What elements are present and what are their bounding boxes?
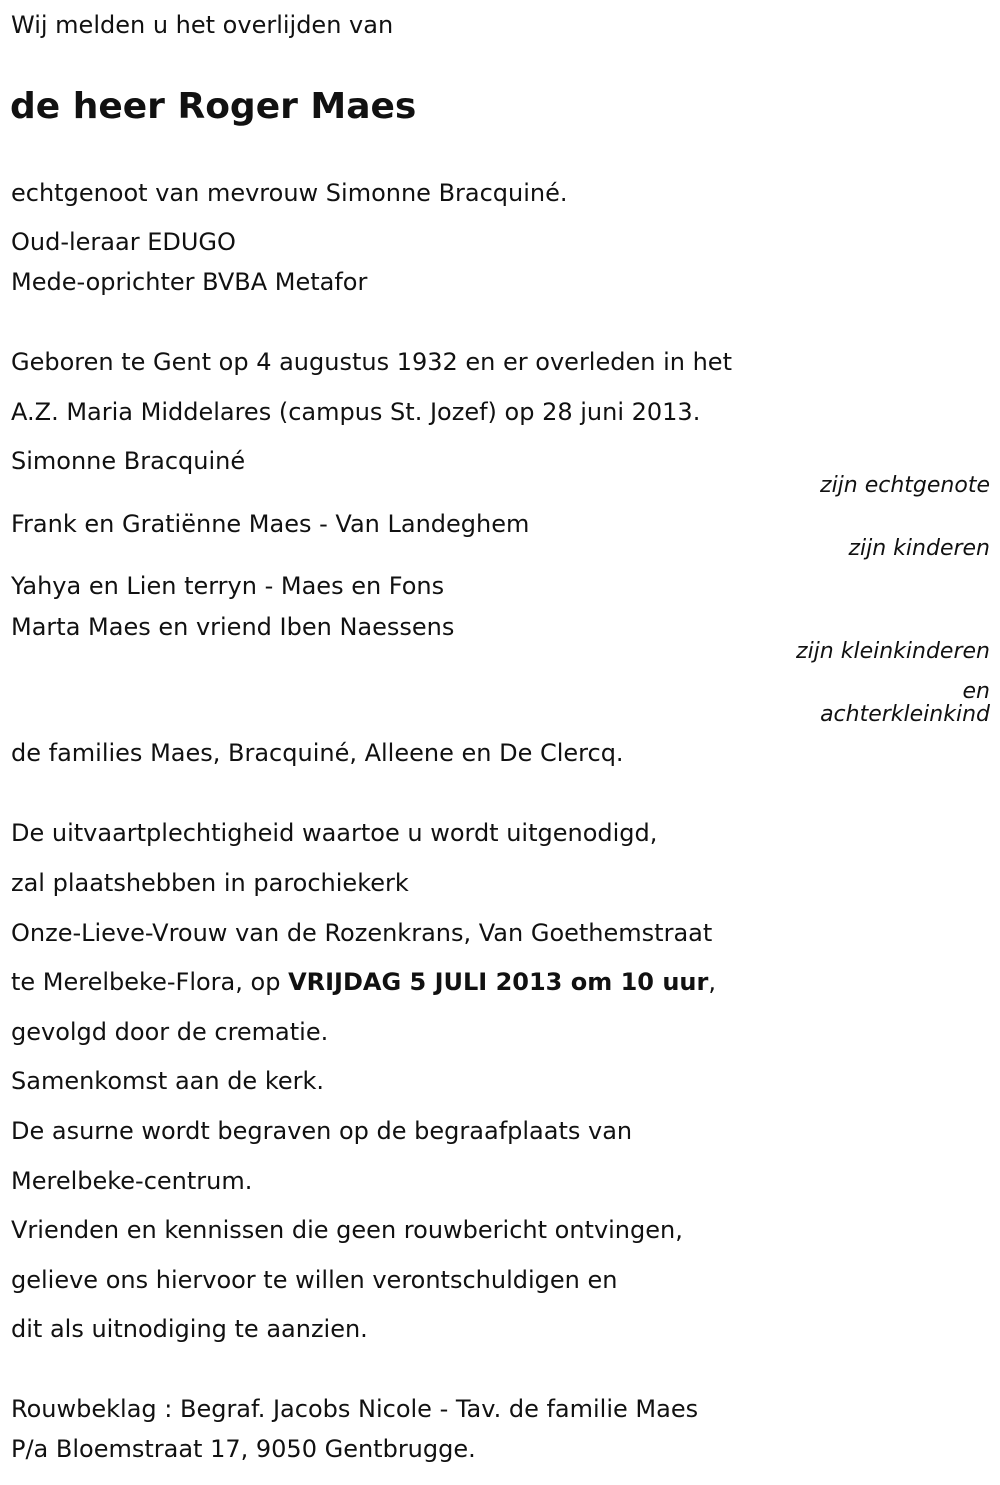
children-names: Frank en Gratiënne Maes - Van Landeghem [11,510,530,538]
grandchildren-label: zijn kleinkinderen [796,639,990,664]
intro-text: Wij melden u het overlijden van [11,11,394,39]
ceremony-line-4 [11,967,716,997]
ceremony-line-10: gelieve ons hiervoor te willen verontschuldigen en [11,1266,618,1294]
spouse-label: zijn echtgenote [820,473,990,498]
ceremony-line-7: De asurne wordt begraven op de begraafplaats van [11,1117,633,1145]
role-line-2: Mede-oprichter BVBA Metafor [11,268,368,296]
ceremony-line-4-suffix: , [708,968,716,996]
ceremony-date-time: VRIJDAG 5 JULI 2013 om 10 uur [288,968,709,996]
great-grandchild-label-1: en [962,679,990,704]
ceremony-line-5: gevolgd door de crematie. [11,1018,329,1046]
great-grandchild-label-2: achterkleinkind [820,702,990,727]
ceremony-line-4-prefix: te Merelbeke-Flora, op [11,968,289,996]
spouse-name: Simonne Bracquiné [11,447,246,475]
ceremony-line-3: Onze-Lieve-Vrouw van de Rozenkrans, Van Goethemstraat [11,919,713,947]
condolence-line-2: P/a Bloemstraat 17, 9050 Gentbrugge. [11,1435,476,1463]
birth-line-2: A.Z. Maria Middelares (campus St. Jozef) op 28 juni 2013. [11,398,701,426]
role-line-1: Oud-leraar EDUGO [11,228,236,256]
ceremony-line-9: Vrienden en kennissen die geen rouwbericht ontvingen, [11,1216,683,1244]
ceremony-line-11: dit als uitnodiging te aanzien. [11,1315,368,1343]
children-label: zijn kinderen [848,536,990,561]
condolence-line-1: Rouwbeklag : Begraf. Jacobs Nicole - Tav. de familie Maes [11,1395,699,1423]
birth-line-1: Geboren te Gent op 4 augustus 1932 en er overleden in het [11,348,732,376]
deceased-name: de heer Roger Maes [10,86,417,127]
grandchildren-names-1: Yahya en Lien terryn - Maes en Fons [11,572,445,600]
ceremony-line-2: zal plaatshebben in parochiekerk [11,869,409,897]
families-line: de families Maes, Bracquiné, Alleene en De Clercq. [11,739,624,767]
ceremony-line-6: Samenkomst aan de kerk. [11,1067,325,1095]
ceremony-line-8: Merelbeke-centrum. [11,1167,253,1195]
ceremony-line-1: De uitvaartplechtigheid waartoe u wordt uitgenodigd, [11,819,658,847]
grandchildren-names-2: Marta Maes en vriend Iben Naessens [11,613,455,641]
spouse-line: echtgenoot van mevrouw Simonne Bracquiné. [11,179,568,207]
